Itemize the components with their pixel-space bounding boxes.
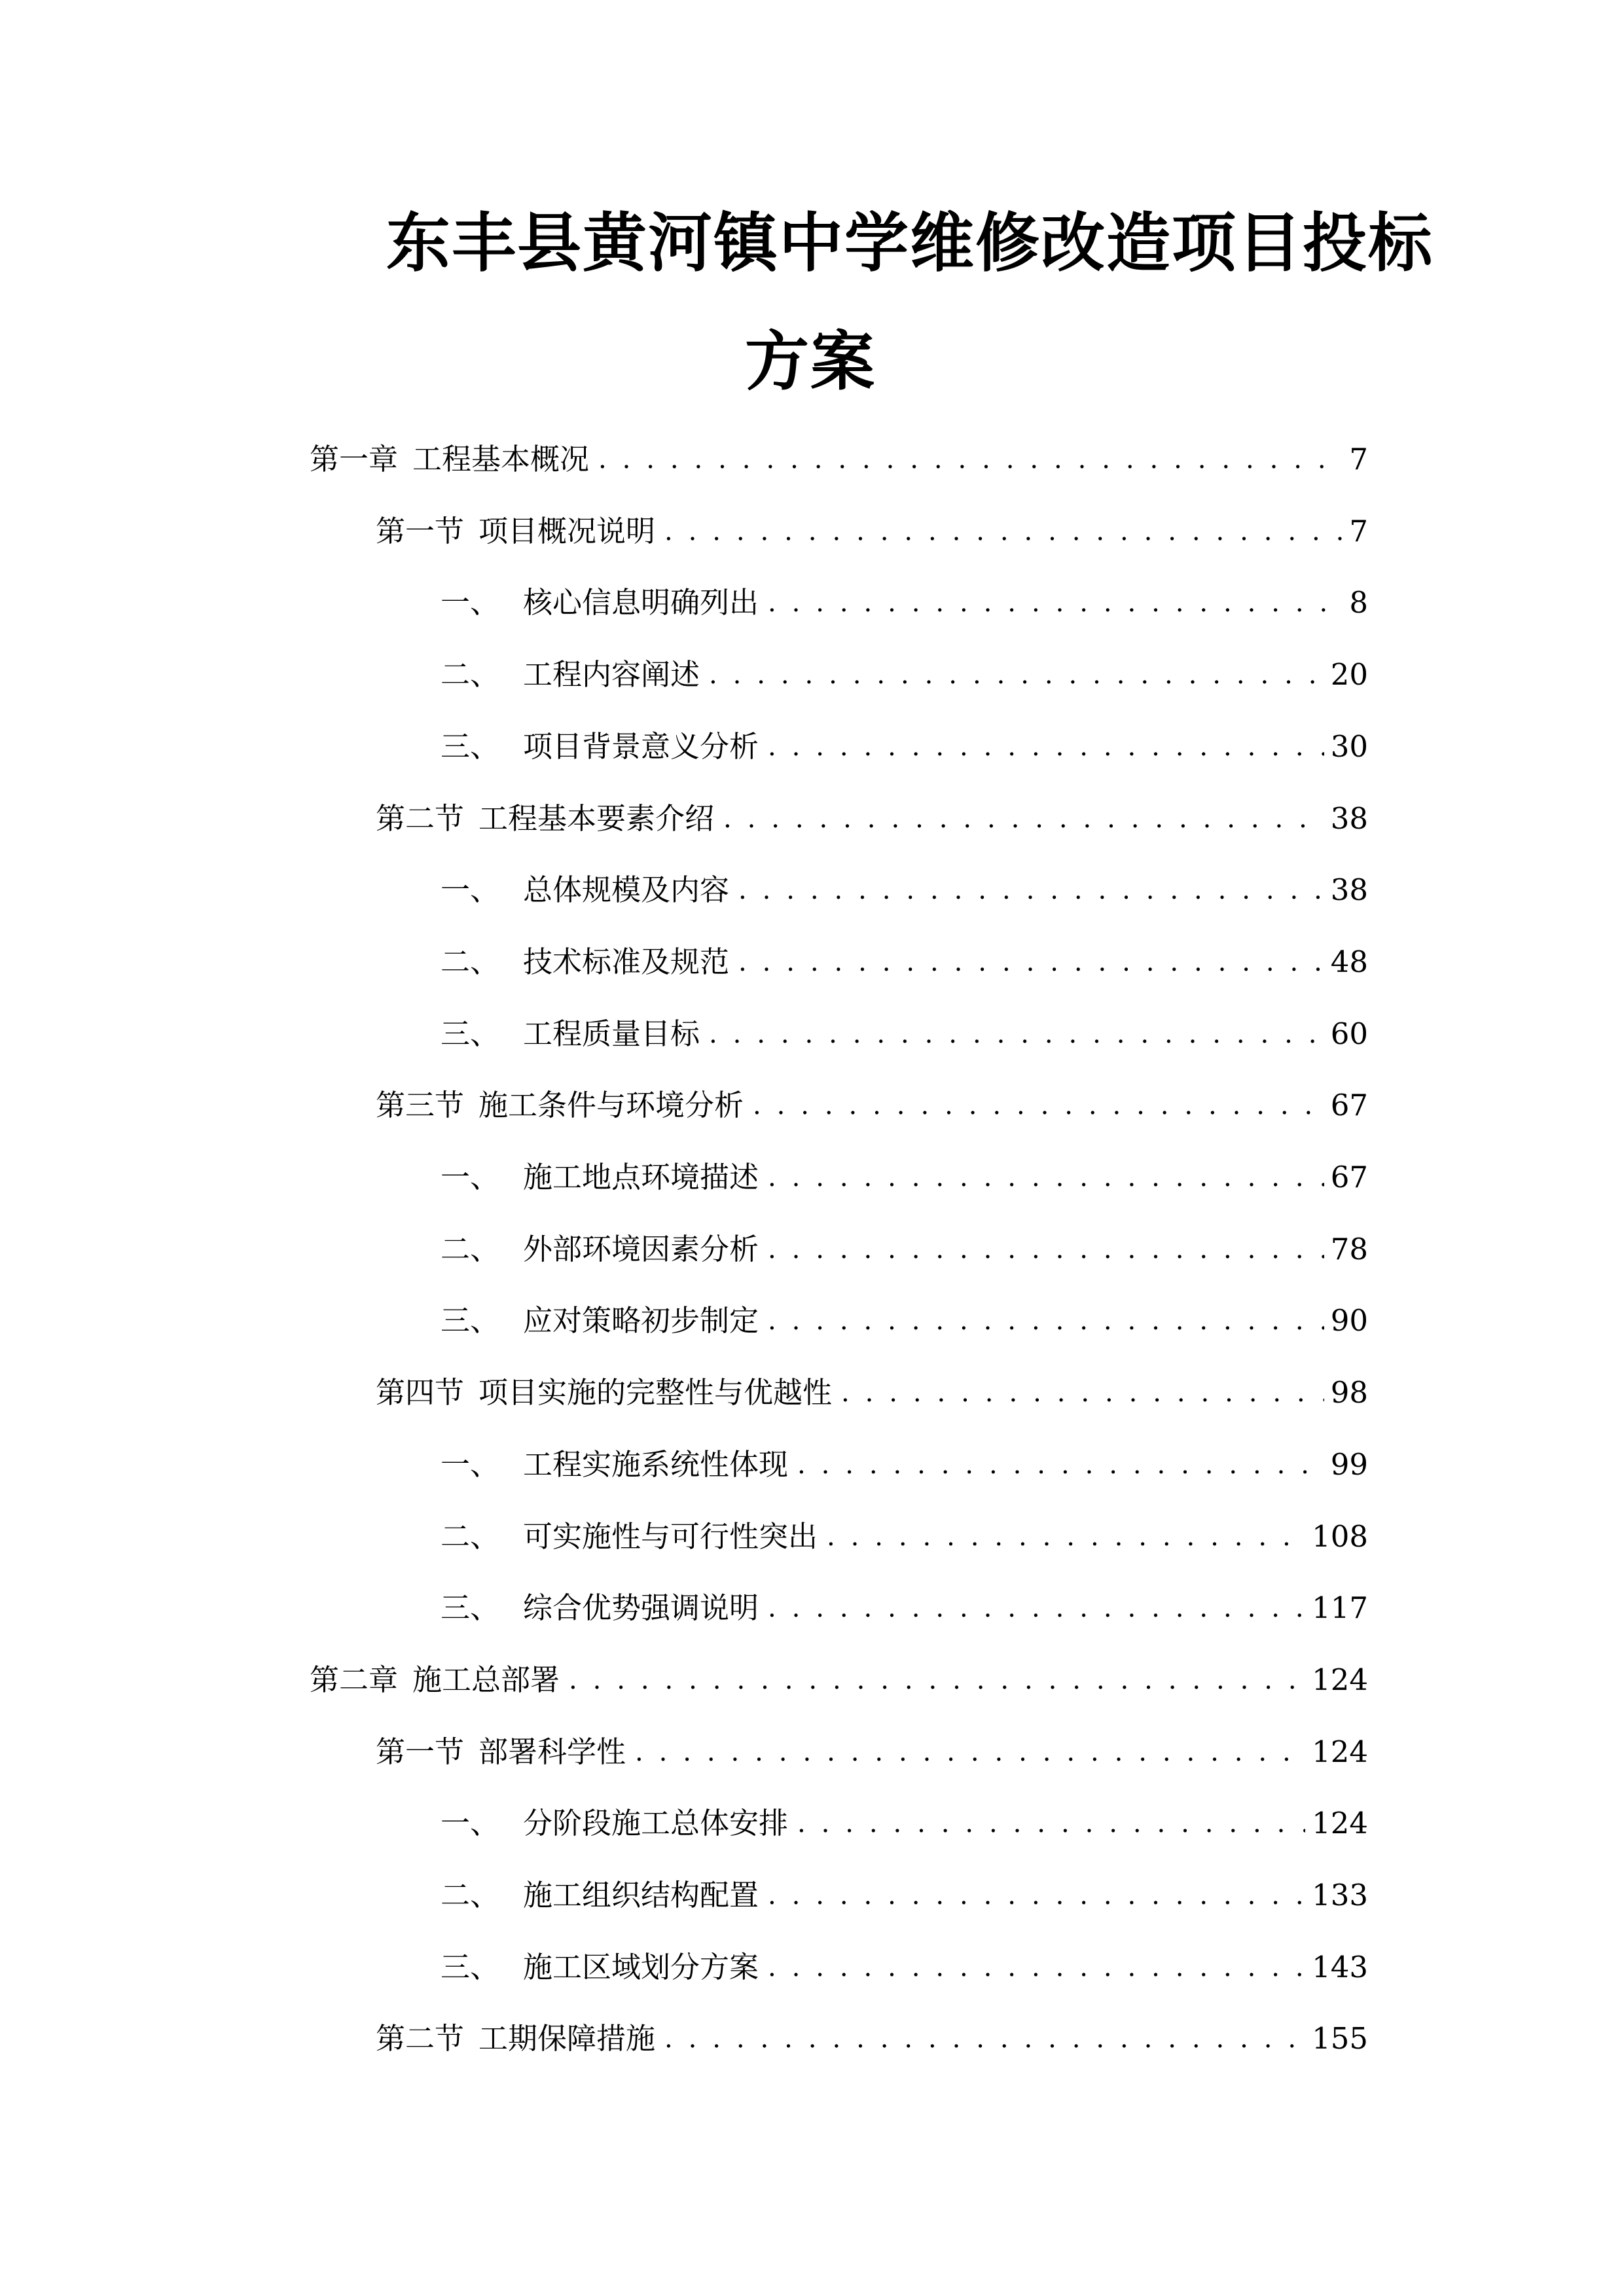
toc-leader-dots [768,1223,1324,1276]
toc-page-number: 98 [1330,1375,1368,1410]
toc-page-number: 108 [1312,1519,1368,1554]
toc-leader-dots [569,1654,1305,1706]
toc-entry-number: 一、 [441,1160,500,1194]
toc-section-entry[interactable] [376,505,1368,558]
toc-subsection-entry[interactable] [441,1008,1368,1060]
toc-subsection-entry[interactable] [441,1582,1368,1634]
toc-page-number: 124 [1312,1806,1368,1840]
toc-page-number: 90 [1330,1303,1368,1338]
toc-entry-title: 分阶段施工总体安排 [523,1806,789,1840]
toc-entry-number: 第二节 [376,2021,465,2056]
toc-entry-label [310,1654,560,1706]
toc-subsection-entry[interactable] [441,1797,1368,1850]
toc-entry-title: 技术标准及规范 [523,944,730,979]
toc-leader-dots [797,1797,1305,1850]
toc-entry-label [441,1797,788,1850]
toc-entry-title: 工程基本要素介绍 [478,801,715,836]
toc-page-number: 60 [1330,1016,1368,1051]
toc-entry-title: 施工条件与环境分析 [478,1088,744,1122]
toc-entry-title: 工程质量目标 [523,1016,700,1051]
document-title-line-1: 东丰县黄河镇中学维修改造项目投标 [386,206,1434,281]
toc-entry-title: 核心信息明确列出 [523,585,759,620]
toc-entry-title: 应对策略初步制定 [523,1303,759,1338]
toc-subsection-entry[interactable] [441,577,1368,629]
toc-entry-number: 一、 [441,872,500,907]
toc-page-number: 117 [1312,1590,1368,1625]
toc-entry-label [441,1223,759,1276]
toc-page-number: 67 [1330,1088,1368,1122]
toc-page-number: 67 [1330,1160,1368,1194]
toc-entry-number: 一、 [441,1806,500,1840]
toc-section-entry[interactable] [376,2013,1368,2065]
toc-chapter-entry[interactable] [310,433,1368,486]
toc-entry-label [441,721,759,773]
toc-leader-dots [827,1511,1305,1563]
toc-page-number: 99 [1330,1447,1368,1482]
toc-entry-number: 三、 [441,1016,500,1051]
toc-leader-dots [738,864,1324,916]
toc-section-entry[interactable] [376,1726,1368,1778]
toc-page-number: 7 [1349,442,1368,476]
toc-entry-label [441,1869,759,1922]
toc-section-entry[interactable] [376,793,1368,845]
toc-entry-number: 第二节 [376,801,465,836]
toc-entry-label [441,1008,700,1060]
toc-page-number: 20 [1330,657,1368,692]
toc-leader-dots [709,1008,1324,1060]
toc-entry-number: 二、 [441,1878,500,1912]
toc-entry-label [441,1582,759,1634]
toc-entry-number: 第一节 [376,514,465,548]
toc-entry-label [441,1439,788,1491]
toc-leader-dots [598,433,1343,486]
toc-entry-number: 第三节 [376,1088,465,1122]
toc-entry-title: 施工区域划分方案 [523,1950,759,1984]
toc-subsection-entry[interactable] [441,649,1368,701]
toc-entry-title: 可实施性与可行性突出 [523,1519,818,1554]
toc-subsection-entry[interactable] [441,1439,1368,1491]
toc-entry-number: 二、 [441,657,500,692]
toc-leader-dots [841,1367,1324,1419]
toc-leader-dots [664,505,1343,558]
toc-subsection-entry[interactable] [441,1511,1368,1563]
toc-entry-label [441,1151,759,1204]
toc-entry-number: 二、 [441,1232,500,1266]
toc-leader-dots [768,1941,1305,1994]
toc-entry-label [441,936,729,988]
toc-entry-label [376,1367,832,1419]
toc-subsection-entry[interactable] [441,1151,1368,1204]
toc-entry-number: 第二章 [310,1662,399,1697]
toc-entry-number: 三、 [441,1950,500,1984]
toc-entry-title: 工程实施系统性体现 [523,1447,789,1482]
toc-entry-title: 项目概况说明 [478,514,656,548]
document-title-line-2: 方案 [745,325,876,399]
toc-leader-dots [738,936,1324,988]
toc-leader-dots [797,1439,1324,1491]
toc-entry-title: 施工地点环境描述 [523,1160,759,1194]
toc-entry-number: 三、 [441,1303,500,1338]
toc-entry-number: 二、 [441,944,500,979]
toc-entry-number: 二、 [441,1519,500,1554]
toc-entry-title: 工程基本概况 [412,442,590,476]
toc-section-entry[interactable] [376,1079,1368,1132]
toc-entry-label [376,1726,626,1778]
toc-leader-dots [709,649,1324,701]
toc-entry-number: 一、 [441,585,500,620]
toc-entry-label [376,505,655,558]
toc-entry-title: 施工总部署 [412,1662,560,1697]
toc-page-number: 38 [1330,801,1368,836]
toc-subsection-entry[interactable] [441,1295,1368,1347]
toc-subsection-entry[interactable] [441,1869,1368,1922]
toc-entry-number: 第一章 [310,442,399,476]
toc-entry-title: 项目背景意义分析 [523,729,759,764]
toc-entry-number: 三、 [441,729,500,764]
toc-entry-label [376,1079,744,1132]
toc-page-number: 133 [1312,1878,1368,1912]
toc-page-number: 143 [1312,1950,1368,1984]
toc-entry-title: 工程内容阐述 [523,657,700,692]
toc-page-number: 8 [1349,585,1368,620]
toc-subsection-entry[interactable] [441,864,1368,916]
toc-leader-dots [635,1726,1305,1778]
toc-entry-number: 第四节 [376,1375,465,1410]
toc-entry-title: 施工组织结构配置 [523,1878,759,1912]
toc-entry-title: 总体规模及内容 [523,872,730,907]
toc-page-number: 48 [1330,944,1368,979]
toc-page-number: 30 [1330,729,1368,764]
toc-entry-title: 综合优势强调说明 [523,1590,759,1625]
toc-section-entry[interactable] [376,1367,1368,1419]
toc-subsection-entry[interactable] [441,1223,1368,1276]
toc-leader-dots [768,1151,1324,1204]
toc-entry-title: 工期保障措施 [478,2021,656,2056]
toc-leader-dots [723,793,1324,845]
toc-leader-dots [664,2013,1305,2065]
toc-leader-dots [768,1582,1305,1634]
toc-entry-label [310,433,589,486]
toc-entry-label [441,1295,759,1347]
toc-leader-dots [768,721,1324,773]
toc-entry-title: 部署科学性 [478,1734,626,1769]
toc-subsection-entry[interactable] [441,936,1368,988]
toc-leader-dots [768,1295,1324,1347]
toc-entry-label [441,1941,759,1994]
toc-entry-number: 一、 [441,1447,500,1482]
toc-entry-label [376,793,714,845]
toc-page-number: 124 [1312,1662,1368,1697]
toc-page-number: 7 [1349,514,1368,548]
toc-subsection-entry[interactable] [441,1941,1368,1994]
toc-entry-number: 三、 [441,1590,500,1625]
toc-entry-label [376,2013,655,2065]
toc-entry-label [441,1511,818,1563]
toc-chapter-entry[interactable] [310,1654,1368,1706]
toc-leader-dots [768,577,1343,629]
toc-entry-title: 外部环境因素分析 [523,1232,759,1266]
toc-subsection-entry[interactable] [441,721,1368,773]
toc-entry-title: 项目实施的完整性与优越性 [478,1375,833,1410]
toc-entry-label [441,577,759,629]
toc-entry-label [441,864,729,916]
toc-page-number: 155 [1312,2021,1368,2056]
toc-entry-number: 第一节 [376,1734,465,1769]
toc-leader-dots [768,1869,1305,1922]
toc-leader-dots [753,1079,1324,1132]
toc-page-number: 124 [1312,1734,1368,1769]
toc-page-number: 38 [1330,872,1368,907]
toc-page-number: 78 [1330,1232,1368,1266]
toc-entry-label [441,649,700,701]
